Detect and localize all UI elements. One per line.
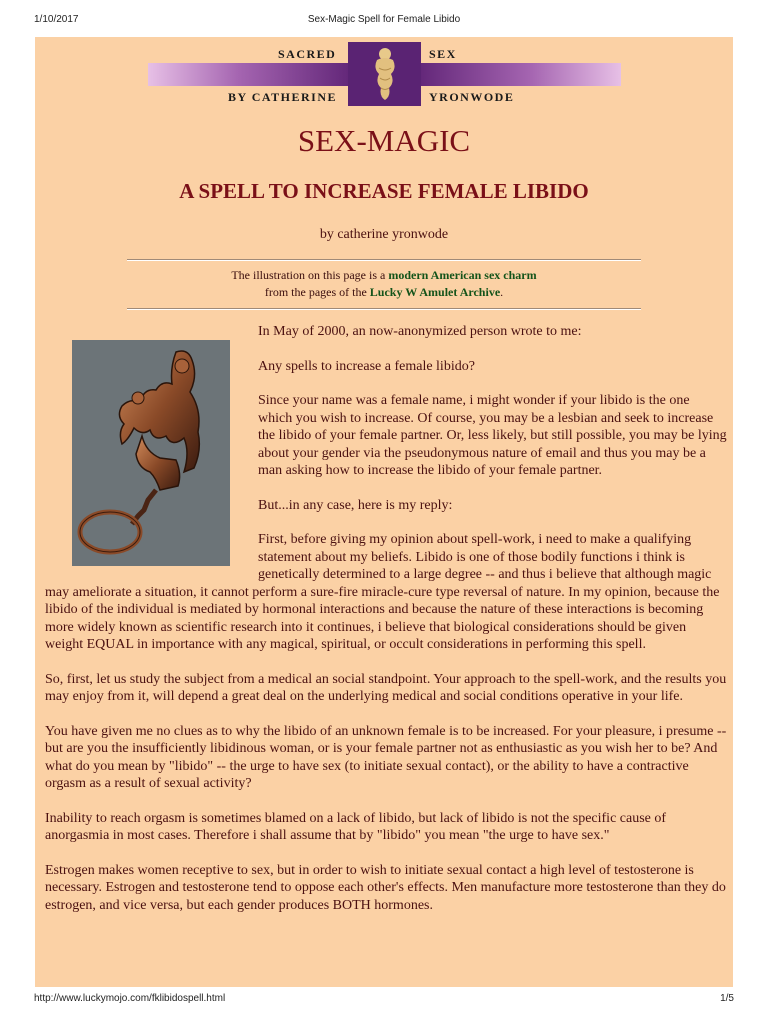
divider-bottom [127, 308, 641, 310]
venus-statue-icon [365, 46, 405, 102]
banner-word-sacred: SACRED [278, 47, 337, 61]
paragraph: So, first, let us study the subject from a medical an social standpoint. Your approach to the spell-work, and the results you may enjoy from it, will depend a great deal on the underlying medical and social conditions operative in your life. [45, 671, 727, 704]
caption-text-3: . [500, 285, 504, 299]
paragraph: Since your name was a female name, i might wonder if your libido is the one which you wish to increase. Of course, you may be a lesbian and seek to increase the libido of your female partner. Or, less likely, but still possible, you may be lying about your gender via the pseudonymous nature of email and thus you may be a man asking how to increase the libido of your female partner. [258, 393, 727, 478]
page-title: SEX-MAGIC [297, 123, 471, 158]
byline: by catherine yronwode [319, 227, 449, 242]
paragraph: In May of 2000, an now-anonymized person wrote to me: [258, 324, 582, 339]
page-url: http://www.luckymojo.com/fklibidospell.html [34, 993, 226, 1004]
caption-text-2: from the pages of the [264, 285, 370, 299]
sex-charm-link[interactable]: modern American sex charm [388, 268, 537, 282]
banner-word-by-catherine: BY CATHERINE [228, 90, 338, 104]
paragraph: Any spells to increase a female libido? [258, 358, 475, 374]
banner-word-yronwode: YRONWODE [429, 90, 515, 104]
print-footer [0, 993, 768, 1007]
paragraph: First, before giving my opinion about spell-work, i need to make a qualifying statement about my beliefs. Libido is one of those bodily functions i think is genetically determined to a large degree -- and thus i believe that although magic may ameliorate a situation, it cannot perform a sure-fire miracle-cure type reversal of nature. In my opinion, because the libido of the individual is mediated by hormonal interactions and because the nature of these interactions is becoming more widely known as scientific research into it continues, i believe that biological considerations should be given weight EQUAL in importance with any magical, spiritual, or occult considerations in performing this spell. [45, 532, 720, 652]
page-number: 1/5 [720, 993, 734, 1004]
amulet-archive-link[interactable]: Lucky W Amulet Archive [369, 285, 501, 299]
banner-center-panel [348, 42, 421, 106]
photo-float-spacer [45, 323, 258, 577]
print-title: Sex-Magic Spell for Female Libido [307, 14, 461, 25]
paragraph: You have given me no clues as to why the libido of an unknown female is to be increased. For your pleasure, i presume -- but are you the insufficiently libidinous woman, or is your female partner not as enthusiastic as you wish her to be? And what do you mean by "libido" -- the urge to have sex (to initiate sexual contact), or the ability to have a contractive orgasm as a result of sexual activity? [45, 723, 727, 791]
banner-bar-right [421, 63, 621, 86]
paragraph: But...in any case, here is my reply: [258, 497, 453, 513]
paragraph: Inability to reach orgasm is sometimes blamed on a lack of libido, but lack of libido is not the specific cause of anorgasmia in most cases. Therefore i shall assume that by "libido" you mean "the urge to have sex." [45, 810, 667, 843]
print-header [0, 14, 768, 28]
page-content [35, 37, 733, 987]
paragraph: Estrogen makes women receptive to sex, but in order to wish to initiate sexual contact a high level of testosterone is necessary. Estrogen and testosterone tend to oppose each other's effects. Men manufacture more testosterone than they do estrogen, and vice versa, but each gender produces BOTH hormones. [45, 862, 726, 913]
divider-top [127, 259, 641, 261]
banner-bar-left [148, 63, 348, 86]
page-subtitle: A SPELL TO INCREASE FEMALE LIBIDO [179, 179, 589, 203]
article-body [45, 323, 727, 931]
sacred-sex-banner[interactable] [148, 42, 621, 106]
banner-word-sex: SEX [429, 47, 457, 61]
illustration-caption [35, 267, 733, 301]
caption-text-1: The illustration on this page is a [231, 268, 389, 282]
print-date: 1/10/2017 [34, 14, 79, 25]
